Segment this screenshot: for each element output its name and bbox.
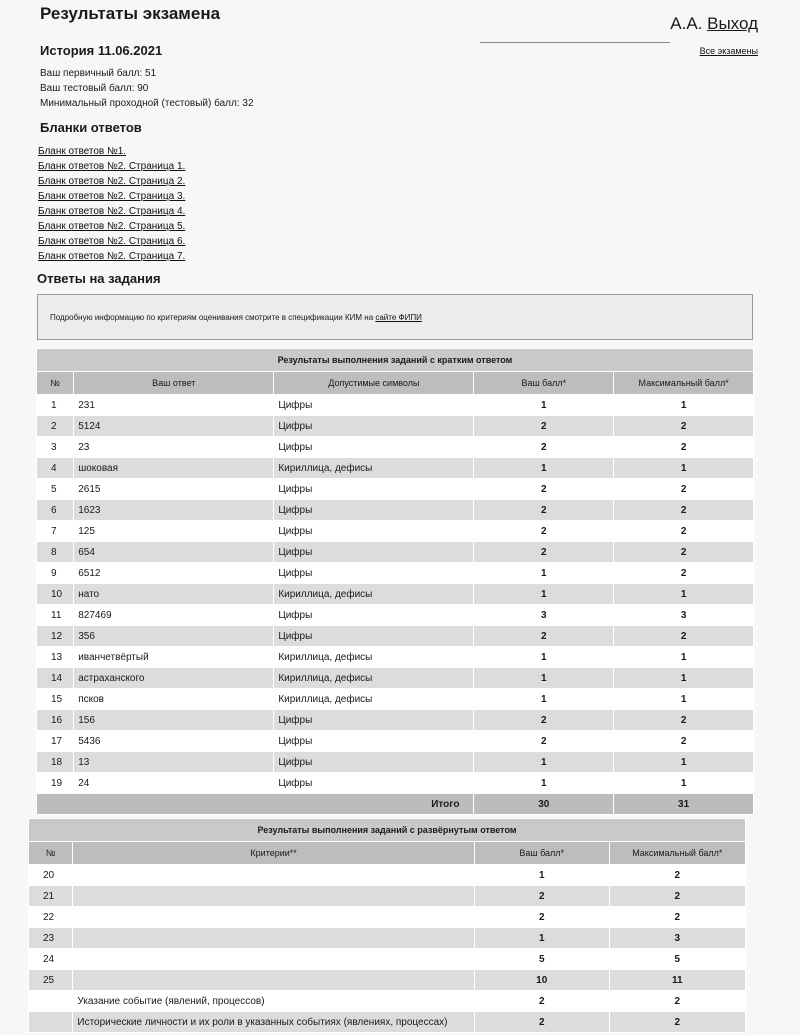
table-row [37, 563, 754, 584]
info-text: Подробную информацию по критериям оценивания смотрите в спецификации КИМ на [50, 313, 376, 322]
exam-subject-date: История 11.06.2021 [40, 43, 163, 58]
task-number: 23 [29, 928, 73, 949]
max-score: 2 [614, 626, 754, 647]
test-score: Ваш тестовый балл: 90 [40, 83, 149, 94]
answer-form-link[interactable]: Бланк ответов №2. Страница 4. [38, 206, 186, 217]
task-number: 21 [29, 886, 73, 907]
column-header: Максимальный балл* [614, 372, 754, 395]
your-score: 1 [474, 773, 614, 794]
fipi-link[interactable]: сайте ФИПИ [375, 313, 422, 322]
allowed-symbols: Цифры [274, 542, 474, 563]
long-answer-table [28, 818, 746, 1033]
table-header-row [37, 372, 754, 395]
task-number [29, 991, 73, 1012]
table-row [29, 970, 746, 991]
your-score: 2 [474, 437, 614, 458]
answer-form-link[interactable]: Бланк ответов №2. Страница 7. [38, 251, 186, 262]
max-score: 11 [609, 970, 745, 991]
max-score: 2 [614, 542, 754, 563]
your-answer: псков [74, 689, 274, 710]
task-number: 12 [37, 626, 74, 647]
table-row [37, 647, 754, 668]
table-row [37, 416, 754, 437]
allowed-symbols: Цифры [274, 395, 474, 416]
table-row [37, 500, 754, 521]
criterion: Исторические личности и их роли в указанных событиях (явлениях, процессах) [73, 1012, 474, 1033]
your-answer: 5124 [74, 416, 274, 437]
column-header: Максимальный балл* [609, 842, 745, 865]
max-score: 2 [614, 731, 754, 752]
max-score: 2 [614, 521, 754, 542]
your-score: 2 [474, 886, 609, 907]
table-row [37, 437, 754, 458]
column-header: Допустимые символы [274, 372, 474, 395]
table-row [37, 479, 754, 500]
allowed-symbols: Цифры [274, 563, 474, 584]
answer-form-link[interactable]: Бланк ответов №2. Страница 1. [38, 161, 186, 172]
total-score: 30 [474, 794, 614, 815]
your-score: 2 [474, 626, 614, 647]
table-row [29, 928, 746, 949]
your-score: 2 [474, 991, 609, 1012]
divider [480, 42, 670, 43]
max-score: 1 [614, 584, 754, 605]
table-row [29, 865, 746, 886]
answer-form-link[interactable]: Бланк ответов №2. Страница 6. [38, 236, 186, 247]
max-score: 2 [609, 991, 745, 1012]
task-number: 25 [29, 970, 73, 991]
max-score: 2 [614, 479, 754, 500]
column-header: Ваш балл* [474, 372, 614, 395]
total-row [37, 794, 754, 815]
allowed-symbols: Кириллица, дефисы [274, 584, 474, 605]
your-answer: иванчетвёртый [74, 647, 274, 668]
primary-score: Ваш первичный балл: 51 [40, 68, 157, 79]
max-score: 1 [614, 395, 754, 416]
column-header: Критерии** [73, 842, 474, 865]
your-answer: 231 [74, 395, 274, 416]
your-score: 1 [474, 563, 614, 584]
your-answer: 125 [74, 521, 274, 542]
max-score: 2 [614, 710, 754, 731]
your-answer: астраханского [74, 668, 274, 689]
task-number [29, 1012, 73, 1033]
criterion [73, 865, 474, 886]
your-answer: 5436 [74, 731, 274, 752]
task-number: 20 [29, 865, 73, 886]
max-score: 1 [614, 668, 754, 689]
table-row [29, 907, 746, 928]
your-score: 1 [474, 752, 614, 773]
max-score: 2 [614, 500, 754, 521]
column-header: № [29, 842, 73, 865]
table-row [37, 584, 754, 605]
table-row [37, 752, 754, 773]
task-number: 18 [37, 752, 74, 773]
table-row [29, 991, 746, 1012]
task-number: 5 [37, 479, 74, 500]
table-row [37, 458, 754, 479]
table-row [37, 521, 754, 542]
column-header: Ваш балл* [474, 842, 609, 865]
allowed-symbols: Цифры [274, 479, 474, 500]
total-label: Итого [37, 794, 474, 815]
answer-form-link[interactable]: Бланк ответов №1. [38, 146, 127, 157]
your-answer: 1623 [74, 500, 274, 521]
table-row [37, 689, 754, 710]
max-score: 2 [609, 1012, 745, 1033]
table-row [37, 626, 754, 647]
max-score: 5 [609, 949, 745, 970]
your-score: 2 [474, 416, 614, 437]
criterion [73, 928, 474, 949]
table-row [29, 949, 746, 970]
task-number: 4 [37, 458, 74, 479]
your-score: 1 [474, 865, 609, 886]
column-header: Ваш ответ [74, 372, 274, 395]
max-score: 1 [614, 773, 754, 794]
task-number: 11 [37, 605, 74, 626]
info-box [37, 294, 753, 340]
task-number: 16 [37, 710, 74, 731]
answer-form-link[interactable]: Бланк ответов №2. Страница 3. [38, 191, 186, 202]
task-number: 22 [29, 907, 73, 928]
criterion: Указание событие (явлений, процессов) [73, 991, 474, 1012]
your-answer: 827469 [74, 605, 274, 626]
page-title: Результаты экзамена [40, 4, 221, 23]
allowed-symbols: Цифры [274, 710, 474, 731]
task-number: 6 [37, 500, 74, 521]
criterion [73, 970, 474, 991]
all-exams-link[interactable]: Все экзамены [699, 46, 758, 56]
task-number: 1 [37, 395, 74, 416]
table-row [37, 731, 754, 752]
user-menu [670, 14, 758, 34]
answer-form-link[interactable]: Бланк ответов №2. Страница 2. [38, 176, 186, 187]
your-answer: 654 [74, 542, 274, 563]
your-score: 1 [474, 689, 614, 710]
allowed-symbols: Кириллица, дефисы [274, 689, 474, 710]
your-score: 10 [474, 970, 609, 991]
task-number: 3 [37, 437, 74, 458]
table-row [37, 605, 754, 626]
criterion [73, 886, 474, 907]
your-score: 3 [474, 605, 614, 626]
max-score: 1 [614, 689, 754, 710]
criterion [73, 907, 474, 928]
task-number: 24 [29, 949, 73, 970]
your-score: 1 [474, 928, 609, 949]
your-score: 2 [474, 1012, 609, 1033]
criterion [73, 949, 474, 970]
your-answer: нато [74, 584, 274, 605]
your-score: 1 [474, 395, 614, 416]
table-row [37, 710, 754, 731]
allowed-symbols: Цифры [274, 500, 474, 521]
max-score: 2 [609, 886, 745, 907]
max-score: 1 [614, 458, 754, 479]
your-answer: 23 [74, 437, 274, 458]
your-answer: шоковая [74, 458, 274, 479]
allowed-symbols: Цифры [274, 437, 474, 458]
task-number: 8 [37, 542, 74, 563]
table-row [37, 542, 754, 563]
your-score: 2 [474, 500, 614, 521]
your-score: 1 [474, 668, 614, 689]
max-score: 3 [609, 928, 745, 949]
your-score: 2 [474, 479, 614, 500]
table-row [37, 773, 754, 794]
task-number: 10 [37, 584, 74, 605]
answer-forms-title: Бланки ответов [40, 120, 142, 135]
your-score: 5 [474, 949, 609, 970]
allowed-symbols: Цифры [274, 416, 474, 437]
your-score: 1 [474, 584, 614, 605]
your-answer: 2615 [74, 479, 274, 500]
table-row [37, 668, 754, 689]
your-answer: 156 [74, 710, 274, 731]
allowed-symbols: Цифры [274, 626, 474, 647]
table-caption: Результаты выполнения заданий с развёрнутым ответом [29, 819, 746, 842]
your-score: 2 [474, 907, 609, 928]
allowed-symbols: Кириллица, дефисы [274, 647, 474, 668]
table-row [29, 886, 746, 907]
table-caption: Результаты выполнения заданий с кратким ответом [37, 349, 754, 372]
answer-form-link[interactable]: Бланк ответов №2. Страница 5. [38, 221, 186, 232]
max-score: 2 [609, 907, 745, 928]
max-score: 2 [614, 416, 754, 437]
task-number: 19 [37, 773, 74, 794]
allowed-symbols: Кириллица, дефисы [274, 458, 474, 479]
task-number: 17 [37, 731, 74, 752]
task-number: 14 [37, 668, 74, 689]
your-score: 2 [474, 521, 614, 542]
table-header-row [29, 842, 746, 865]
your-score: 2 [474, 542, 614, 563]
min-score: Минимальный проходной (тестовый) балл: 32 [40, 98, 254, 109]
max-score: 1 [614, 752, 754, 773]
answers-section-title: Ответы на задания [37, 271, 161, 286]
allowed-symbols: Цифры [274, 731, 474, 752]
short-answer-table [36, 348, 754, 815]
answer-forms-list [38, 144, 185, 264]
allowed-symbols: Цифры [274, 752, 474, 773]
task-number: 9 [37, 563, 74, 584]
user-name: А.А. [670, 14, 703, 33]
your-score: 1 [474, 647, 614, 668]
your-answer: 6512 [74, 563, 274, 584]
max-score: 2 [614, 563, 754, 584]
column-header: № [37, 372, 74, 395]
table-row [37, 395, 754, 416]
your-answer: 356 [74, 626, 274, 647]
table-row [29, 1012, 746, 1033]
total-max: 31 [614, 794, 754, 815]
your-score: 2 [474, 731, 614, 752]
your-score: 2 [474, 710, 614, 731]
your-answer: 13 [74, 752, 274, 773]
allowed-symbols: Цифры [274, 605, 474, 626]
logout-link[interactable]: Выход [707, 14, 758, 33]
task-number: 15 [37, 689, 74, 710]
max-score: 3 [614, 605, 754, 626]
task-number: 2 [37, 416, 74, 437]
allowed-symbols: Кириллица, дефисы [274, 668, 474, 689]
task-number: 13 [37, 647, 74, 668]
your-answer: 24 [74, 773, 274, 794]
task-number: 7 [37, 521, 74, 542]
allowed-symbols: Цифры [274, 773, 474, 794]
max-score: 2 [614, 437, 754, 458]
allowed-symbols: Цифры [274, 521, 474, 542]
max-score: 1 [614, 647, 754, 668]
your-score: 1 [474, 458, 614, 479]
max-score: 2 [609, 865, 745, 886]
